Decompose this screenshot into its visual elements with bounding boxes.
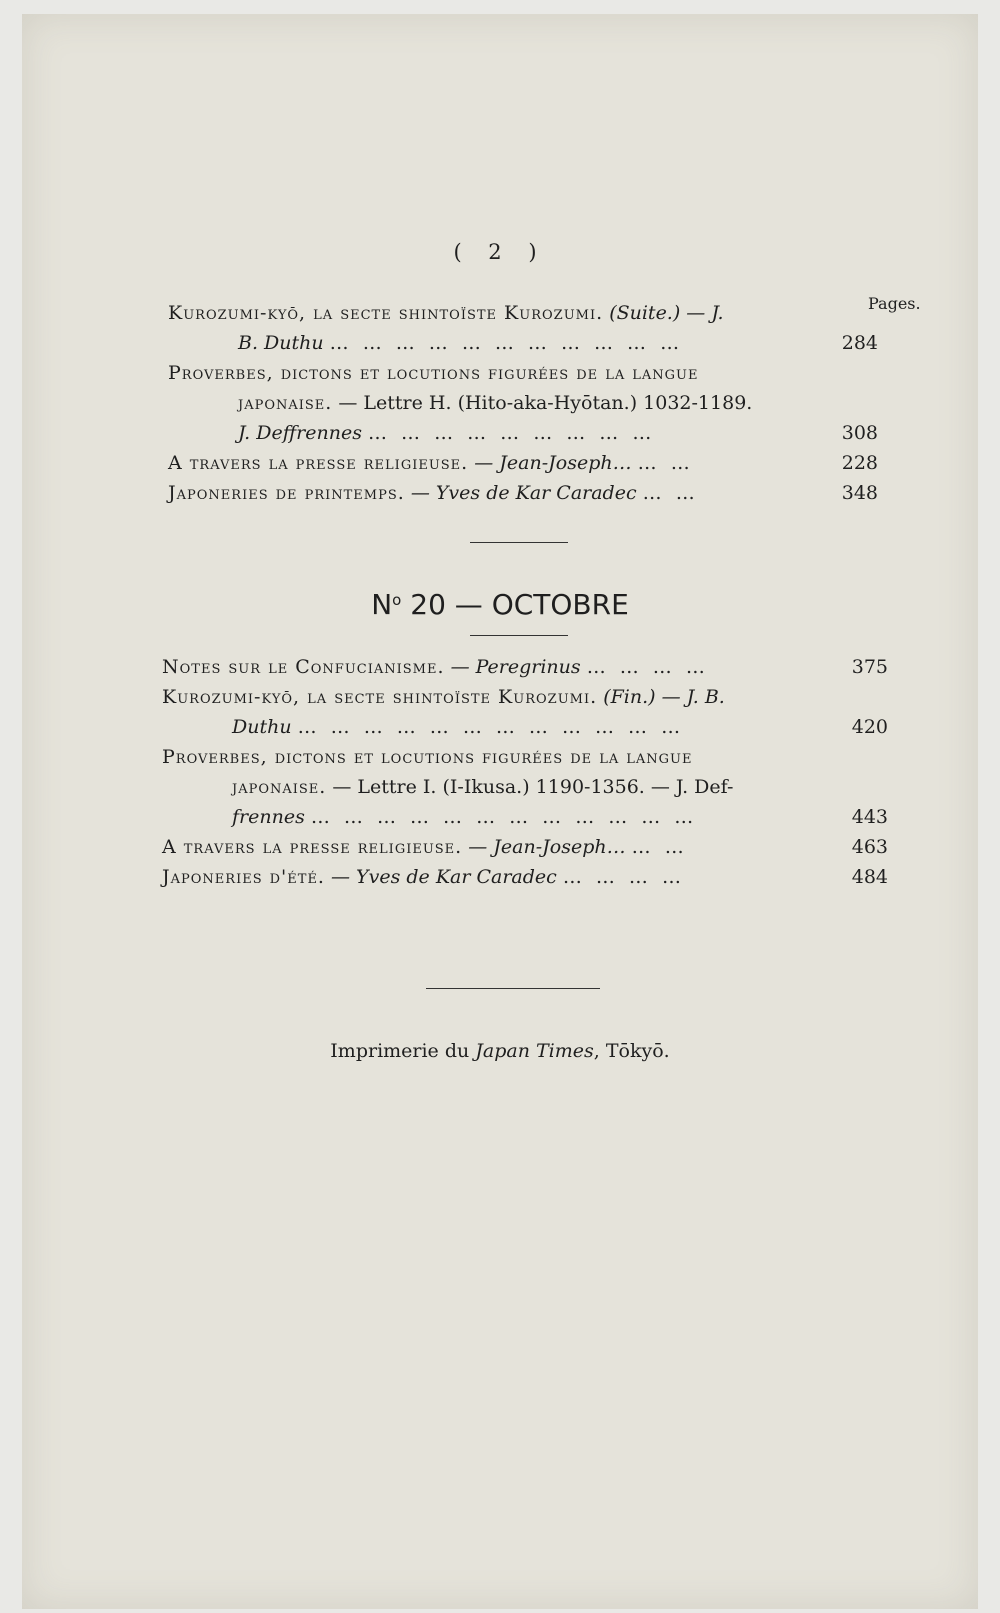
leader-dots: … … … … … … … … … … … … bbox=[310, 806, 698, 828]
page-number: ( 2 ) bbox=[453, 240, 547, 264]
imprint-publisher: Japan Times bbox=[475, 1040, 594, 1062]
entry-page: 228 bbox=[841, 452, 878, 474]
entry-title: A travers la presse religieuse. bbox=[168, 452, 469, 474]
entry-detail: — Lettre H. (Hito-aka-Hyōtan.) 1032-1189. bbox=[338, 392, 753, 414]
toc-entry bbox=[162, 862, 888, 892]
divider-rule bbox=[426, 988, 600, 989]
pages-column-label: Pages. bbox=[868, 294, 921, 313]
entry-page: 484 bbox=[851, 866, 888, 888]
toc-section-octobre bbox=[162, 652, 888, 892]
toc-section-previous bbox=[168, 298, 878, 508]
entry-title: japonaise. bbox=[232, 776, 327, 798]
leader-dots: … … … … … … … … … … … … bbox=[297, 716, 685, 738]
entry-author: frennes bbox=[232, 806, 305, 828]
entry-page: 463 bbox=[851, 836, 888, 858]
divider-rule bbox=[470, 635, 568, 636]
entry-page: 420 bbox=[851, 716, 888, 738]
entry-page: 375 bbox=[851, 656, 888, 678]
leader-dots: … … … … bbox=[562, 866, 685, 888]
issue-heading-no: N bbox=[371, 588, 393, 621]
toc-entry bbox=[168, 358, 878, 448]
leader-dots: … … … … bbox=[586, 656, 709, 678]
leader-dots: … … bbox=[631, 836, 688, 858]
leader-dots: … … … … … … … … … … … bbox=[329, 332, 684, 354]
entry-author: Duthu bbox=[232, 716, 292, 738]
entry-title: Japoneries de printemps. bbox=[168, 482, 405, 504]
entry-author: — Jean-Joseph… bbox=[474, 452, 632, 474]
imprint-prefix: Imprimerie du bbox=[330, 1040, 476, 1062]
toc-entry bbox=[168, 448, 878, 478]
entry-author: — Jean-Joseph… bbox=[468, 836, 626, 858]
issue-heading bbox=[22, 588, 978, 621]
entry-title: A travers la presse religieuse. bbox=[162, 836, 463, 858]
entry-title: Japoneries d'été. bbox=[162, 866, 325, 888]
toc-entry bbox=[162, 682, 888, 742]
toc-entry bbox=[162, 832, 888, 862]
entry-title: Kurozumi-kyō, la secte shintoïste Kurozumi. bbox=[162, 686, 598, 708]
toc-entry bbox=[168, 298, 878, 358]
toc-entry bbox=[162, 742, 888, 832]
entry-page: 308 bbox=[841, 422, 878, 444]
entry-author: (Suite.) — J. bbox=[609, 302, 724, 324]
entry-title: Proverbes, dictons et locutions figurées de la langue bbox=[168, 362, 699, 384]
entry-title: Proverbes, dictons et locutions figurées de la langue bbox=[162, 746, 693, 768]
issue-heading-text: 20 — OCTOBRE bbox=[401, 588, 629, 621]
entry-author: J. Deffrennes bbox=[238, 422, 362, 444]
entry-detail: — Lettre I. (I-Ikusa.) 1190-1356. — J. Def- bbox=[332, 776, 734, 798]
imprint-suffix: , Tōkyō. bbox=[593, 1040, 670, 1062]
entry-page: 443 bbox=[851, 806, 888, 828]
toc-entry bbox=[162, 652, 888, 682]
entry-author: B. Duthu bbox=[238, 332, 324, 354]
entry-author: — Peregrinus bbox=[450, 656, 581, 678]
entry-title: japonaise. bbox=[238, 392, 333, 414]
entry-title: Notes sur le Confucianisme. bbox=[162, 656, 445, 678]
entry-author: — Yves de Kar Caradec bbox=[410, 482, 637, 504]
leader-dots: … … … … … … … … … bbox=[368, 422, 656, 444]
toc-entry bbox=[168, 478, 878, 508]
leader-dots: … … bbox=[642, 482, 699, 504]
leader-dots: … … bbox=[637, 452, 694, 474]
entry-title: Kurozumi-kyō, la secte shintoïste Kurozumi. bbox=[168, 302, 604, 324]
entry-author: — Yves de Kar Caradec bbox=[331, 866, 557, 888]
page bbox=[22, 14, 978, 1609]
divider-rule bbox=[470, 542, 568, 543]
issue-heading-sup: o bbox=[392, 591, 402, 609]
imprint bbox=[22, 1040, 978, 1062]
entry-page: 284 bbox=[841, 332, 878, 354]
entry-author: (Fin.) — J. B. bbox=[603, 686, 725, 708]
entry-page: 348 bbox=[841, 482, 878, 504]
